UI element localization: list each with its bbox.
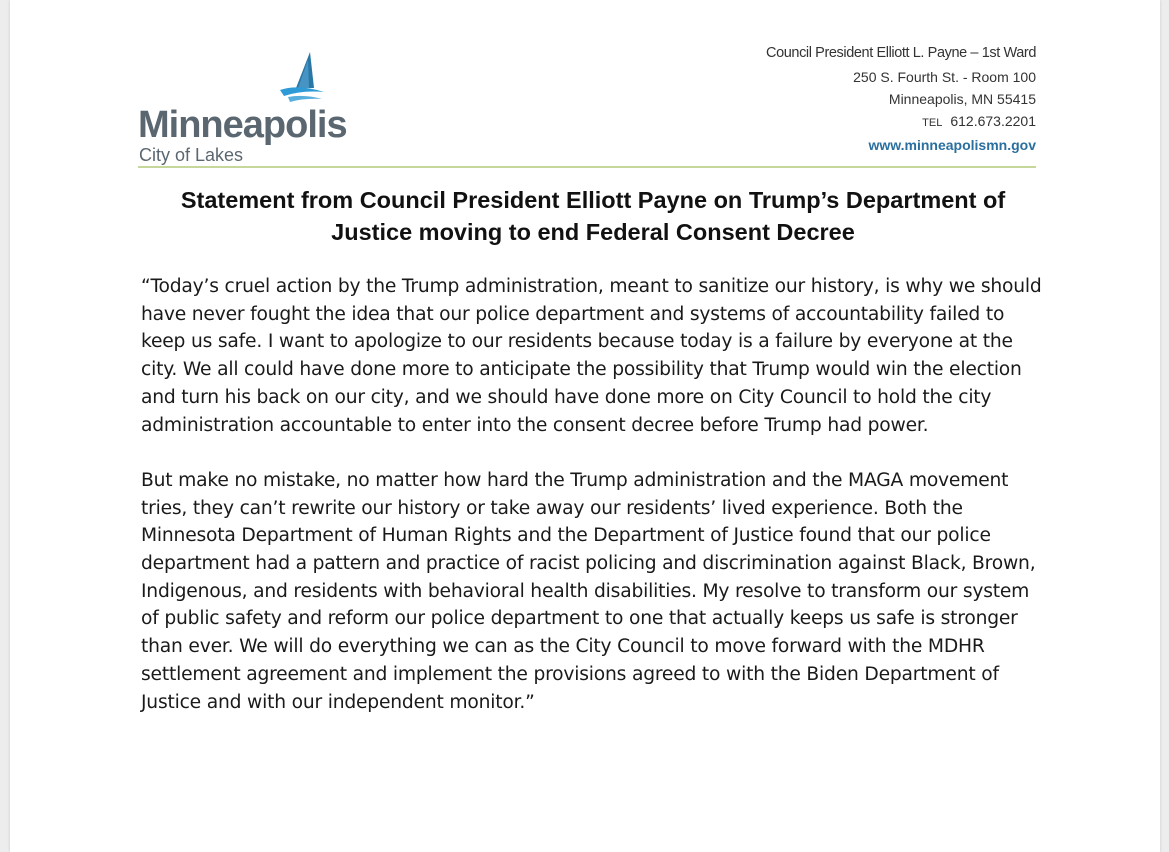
document-page — [10, 0, 1160, 852]
sailboat-icon — [278, 50, 328, 105]
tel-number: 612.673.2201 — [950, 113, 1036, 129]
phone-line — [766, 110, 1036, 134]
council-member-title: Council President Elliott L. Payne – 1st Ward — [766, 45, 1036, 61]
letterhead — [138, 38, 1036, 168]
logo-name: Minneapolis — [138, 104, 347, 146]
statement-headline: Statement from Council President Elliott Payne on Trump’s Department of Justice moving to end Federal Consent Decree — [180, 187, 1006, 245]
tel-label: TEL — [922, 117, 943, 129]
address-line-2: Minneapolis, MN 55415 — [888, 91, 1036, 107]
logo-tagline: City of Lakes — [139, 145, 244, 165]
statement-paragraph: “Today’s cruel action by the Trump administration, meant to sanitize our history, is why we should have never fought the idea that our police department and systems of accountability failed to keep us safe. I want to apologize to our residents because today is a failure by everyone at the city. We all could have done more to anticipate the possibility that Trump would win the election and turn his back on our city, and we should have done more on City Council to hold the city administration accountable to enter into the consent decree before Trump had power. — [141, 276, 1042, 436]
statement-body — [141, 273, 1051, 744]
address-line-1: 250 S. Fourth St. - Room 100 — [853, 69, 1036, 85]
city-logo — [138, 48, 347, 165]
statement-paragraph: But make no mistake, no matter how hard the Trump administration and the MAGA movement tries, they can’t rewrite our history or take away our residents’ lived experience. Both the Minnesota Department of Human Rights and the Department of Justice found that our police department had a pattern and practice of racist policing and discrimination against Black, Brown, Indigenous, and residents with behavioral health disabilities. My resolve to transform our system of public safety and reform our police department to one that actually keeps us safe is stronger than ever. We will do everything we can as the City Council to move forward with the MDHR settlement agreement and implement the provisions agreed to with the Biden Department of Justice and with our independent monitor.” — [141, 469, 1036, 713]
website-link[interactable]: www.minneapolismn.gov — [868, 137, 1036, 153]
contact-block — [766, 42, 1036, 156]
